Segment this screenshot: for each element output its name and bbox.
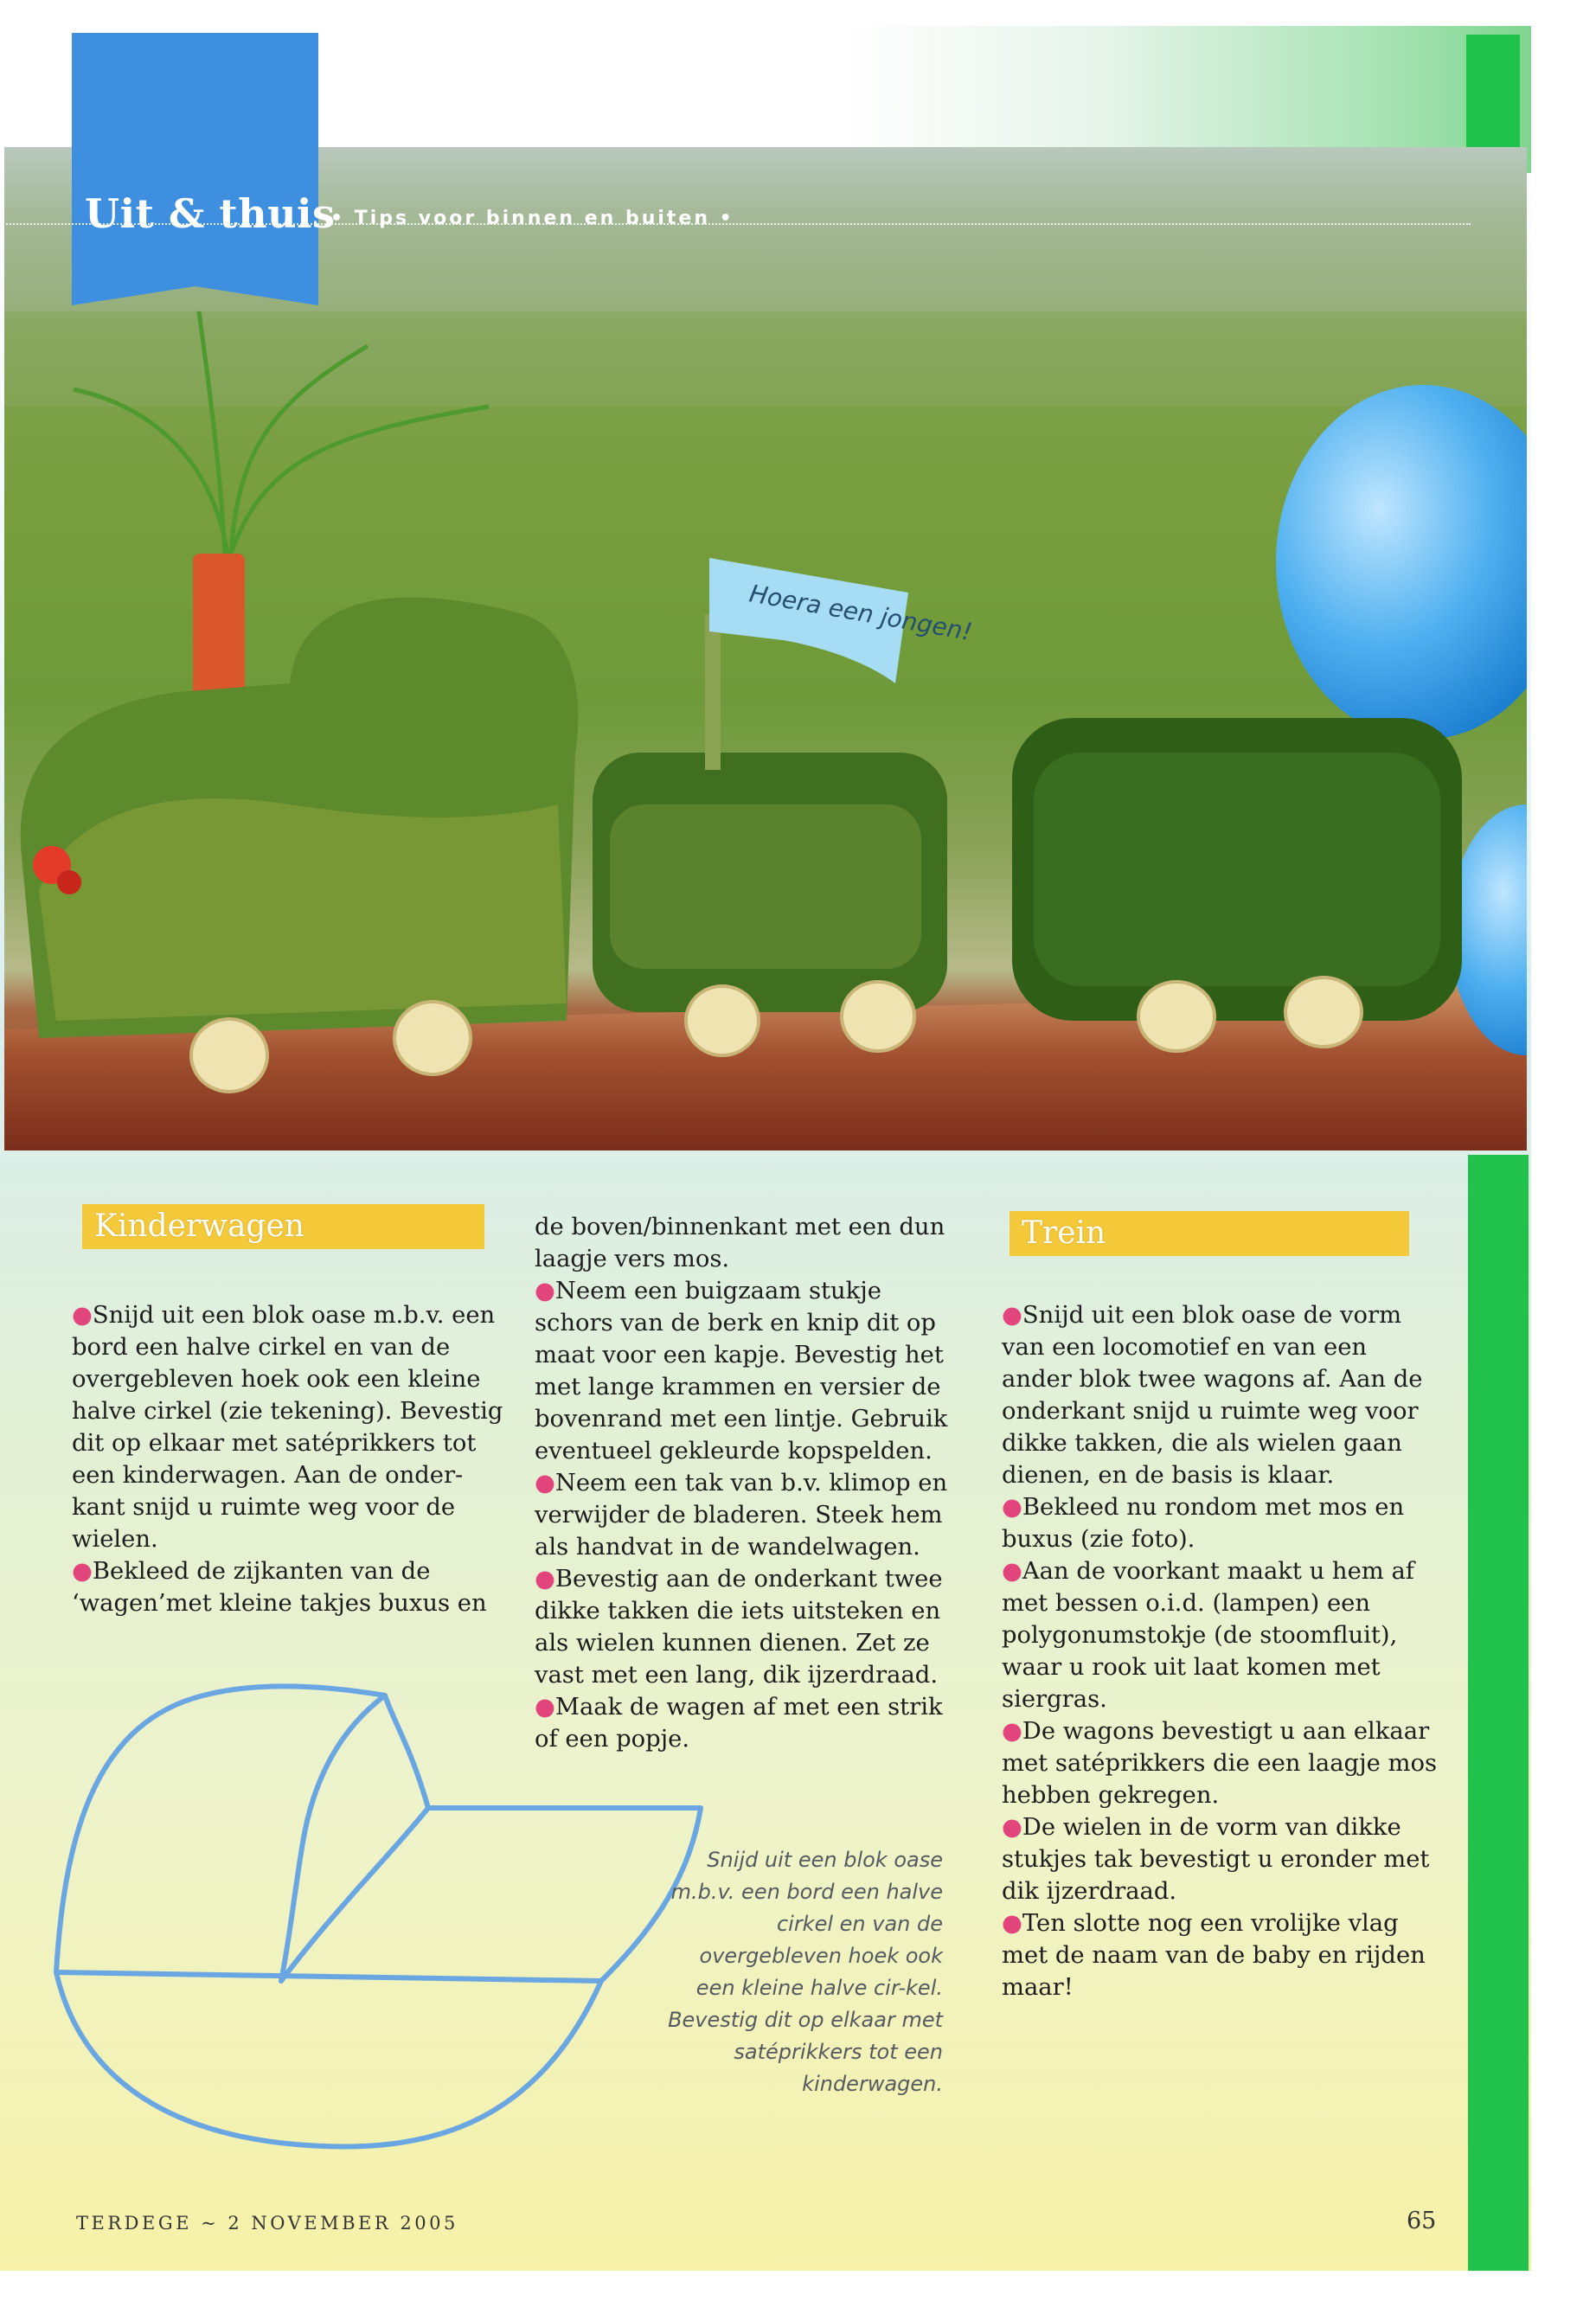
- heading-trein: [1010, 1211, 1409, 1256]
- green-accent-strip-top: [1466, 35, 1520, 151]
- paragraph-text: Ten slotte nog een vrolijke vlag met de naam van de baby en rijden maar!: [1002, 1910, 1426, 2001]
- paragraph: [72, 1555, 504, 1619]
- pram-drawing: [48, 1652, 722, 2171]
- magazine-page: [0, 26, 1531, 2271]
- bullet-icon: ●: [1002, 1494, 1022, 1521]
- column-3: [1002, 1299, 1443, 2003]
- paragraph-text: Bekleed nu rondom met mos en buxus (zie foto).: [1002, 1494, 1405, 1553]
- bullet-icon: ●: [72, 1302, 93, 1329]
- paragraph-text: Neem een buigzaam stukje schors van de berk en knip dit op maat voor een kapje. Bevestig het met lange krammen en versier de bovenrand met een lintje. Gebruik eventueel gekleurde kopspelden.: [535, 1278, 948, 1465]
- paragraph: [1002, 1491, 1443, 1555]
- paragraph-text: Snijd uit een blok oase m.b.v. een bord een halve cirkel en van de overgebleven hoek ook een kleine halve cirkel (zie tekening). Bevestig dit op elkaar met satéprikkers tot een kinderwagen. Aan de onder-kant snijd u ruimte weg voor de wielen.: [72, 1302, 503, 1553]
- bullet-icon: ●: [1002, 1302, 1022, 1329]
- paragraph-text: Bekleed de zijkanten van de ‘wagen’met kleine takjes buxus en: [72, 1558, 487, 1617]
- paragraph: [535, 1275, 950, 1467]
- paragraph: [1002, 1555, 1443, 1715]
- train-illustration: [4, 147, 1527, 1150]
- bullet-icon: ●: [1002, 1558, 1022, 1585]
- paragraph-text: Aan de voorkant maakt u hem af met bessen o.i.d. (lampen) een polygonumstokje (de stoomfluit), waar u rook uit laat komen met siergras.: [1002, 1558, 1414, 1713]
- paragraph: [72, 1299, 504, 1555]
- drawing-caption: Snijd uit een blok oase m.b.v. een bord een halve cirkel en van de overgebleven hoek ook een kleine halve cir-kel. Bevestig dit op elkaar met satéprikkers tot een kinderwagen.: [668, 1848, 943, 2096]
- column-1: [72, 1299, 504, 1619]
- paragraph: [1002, 1907, 1443, 2003]
- bullet-icon: ●: [1002, 1910, 1022, 1937]
- bullet-icon: ●: [1002, 1718, 1022, 1745]
- section-header-tab: [72, 33, 318, 305]
- paragraph-text: Snijd uit een blok oase de vorm van een locomotief en van een ander blok twee wagons af. Aan de onderkant snijd u ruimte weg voor dikke takken, die als wielen gaan dienen, en de basis is klaar.: [1002, 1302, 1423, 1489]
- bullet-icon: ●: [72, 1558, 93, 1585]
- paragraph: [535, 1467, 950, 1563]
- page-number: 65: [1407, 2208, 1437, 2234]
- section-title: Uit & thuis: [85, 190, 336, 237]
- bullet-icon: ●: [535, 1278, 555, 1304]
- footer-publication: TERDEGE ~ 2 NOVEMBER 2005: [76, 2213, 458, 2234]
- heading-kinderwagen: [82, 1204, 484, 1249]
- paragraph: de boven/binnenkant met een dun laagje vers mos.: [535, 1214, 945, 1272]
- paragraph-text: Bevestig aan de onderkant twee dikke takken die iets uitsteken en als wielen kunnen dienen. Zet ze vast met een lang, dik ijzerdraad.: [535, 1566, 943, 1689]
- paragraph-text: Maak de wagen af met een strik of een popje.: [535, 1694, 943, 1753]
- heading-trein-text: Trein: [1022, 1215, 1106, 1251]
- bullet-icon: ●: [535, 1470, 555, 1497]
- bullet-icon: ●: [535, 1566, 555, 1593]
- section-tagline: • Tips voor binnen en buiten •: [330, 208, 734, 229]
- heading-kinderwagen-text: Kinderwagen: [94, 1208, 304, 1244]
- paragraph: [1002, 1299, 1443, 1491]
- bullet-icon: ●: [1002, 1814, 1022, 1841]
- green-accent-strip-right: [1468, 1155, 1529, 2271]
- bullet-icon: ●: [535, 1694, 555, 1721]
- flag-text: Hoera een jongen!: [747, 579, 975, 647]
- topiary-train-photo: [4, 147, 1527, 1150]
- paragraph-text: De wielen in de vorm van dikke stukjes tak bevestigt u eronder met dik ijzerdraad.: [1002, 1814, 1430, 1905]
- paragraph: [1002, 1811, 1443, 1907]
- paragraph-text: Neem een tak van b.v. klimop en verwijder de bladeren. Steek hem als handvat in de wandelwagen.: [535, 1470, 948, 1561]
- paragraph-text: De wagons bevestigt u aan elkaar met satéprikkers die een laagje mos hebben gekregen.: [1002, 1718, 1438, 1809]
- paragraph: [1002, 1715, 1443, 1811]
